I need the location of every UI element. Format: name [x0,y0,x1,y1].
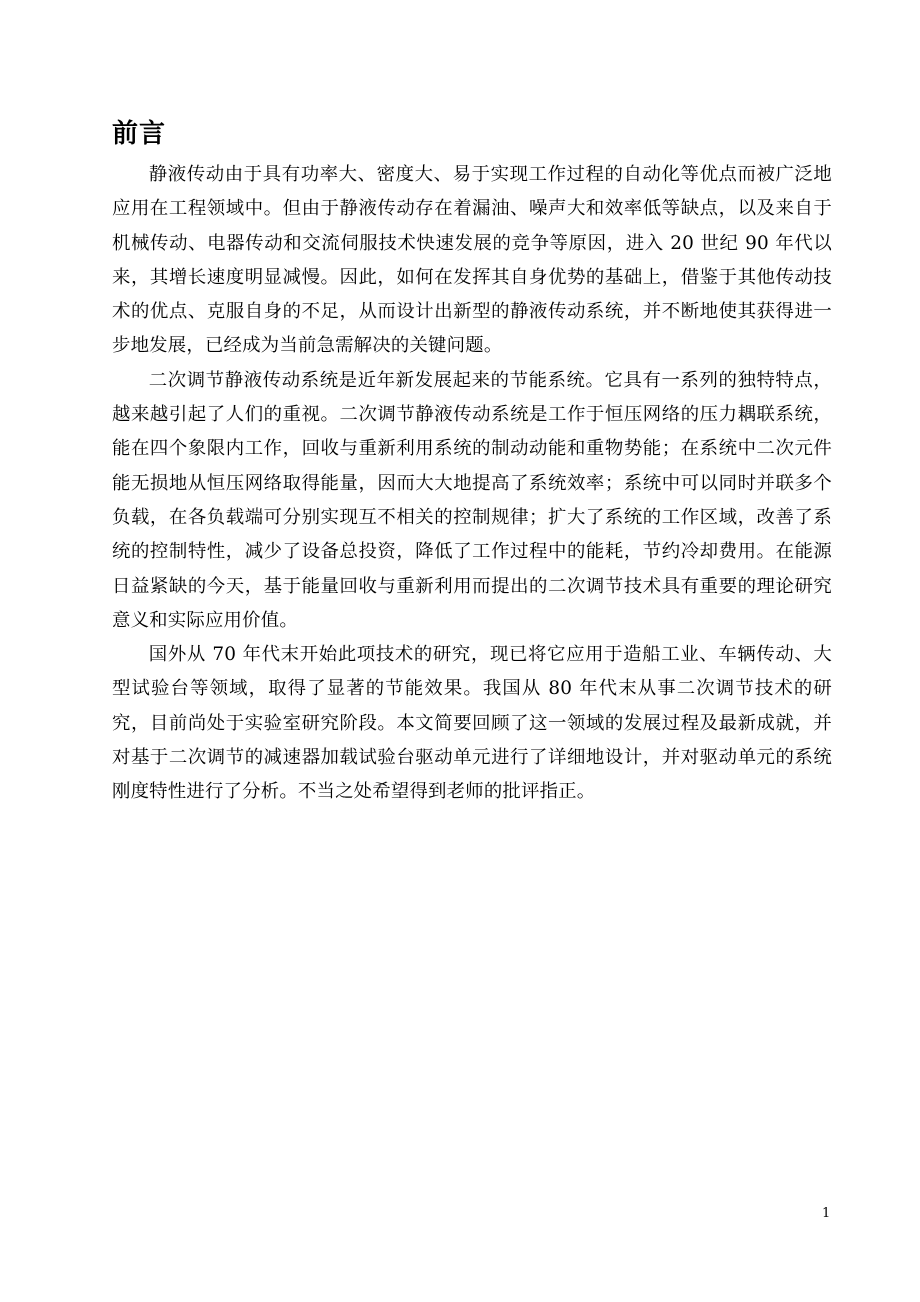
page-number: 1 [822,1206,831,1221]
section-heading: 前言 [112,119,167,149]
paragraph-3: 国外从 70 年代末开始此项技术的研究，现已将它应用于造船工业、车辆传动、大型试验台等领域，取得了显著的节能效果。我国从 80 年代末从事二次调节技术的研究，目前尚处于实验室研究阶段。本文简要回顾了这一领域的发展过程及最新成就，并对基于二次调节的减速器加载试验台驱动单元进行了详细地设计，并对驱动单元的系统刚度特性进行了分析。不当之处希望得到老师的批评指正。 [112,644,832,803]
paragraph-1: 静液传动由于具有功率大、密度大、易于实现工作过程的自动化等优点而被广泛地应用在工程领域中。但由于静液传动存在着漏油、噪声大和效率低等缺点，以及来自于机械传动、电器传动和交流伺服技术快速发展的竞争等原因，进入 20 世纪 90 年代以来，其增长速度明显减慢。因此，如何在发挥其自身优势的基础上，借鉴于其他传动技术的优点、克服自身的不足，从而设计出新型的静液传动系统，并不断地使其获得进一步地发展，已经成为当前急需解决的关键问题。 [112,164,832,357]
body-text [112,158,832,810]
paragraph-2: 二次调节静液传动系统是近年新发展起来的节能系统。它具有一系列的独特特点，越来越引起了人们的重视。二次调节静液传动系统是工作于恒压网络的压力耦联系统，能在四个象限内工作，回收与重新利用系统的制动动能和重物势能；在系统中二次元件能无损地从恒压网络取得能量，因而大大地提高了系统效率；系统中可以同时并联多个负载，在各负载端可分别实现互不相关的控制规律；扩大了系统的工作区域，改善了系统的控制特性，减少了设备总投资，降低了工作过程中的能耗，节约冷却费用。在能源日益紧缺的今天，基于能量回收与重新利用而提出的二次调节技术具有重要的理论研究意义和实际应用价值。 [112,369,832,631]
